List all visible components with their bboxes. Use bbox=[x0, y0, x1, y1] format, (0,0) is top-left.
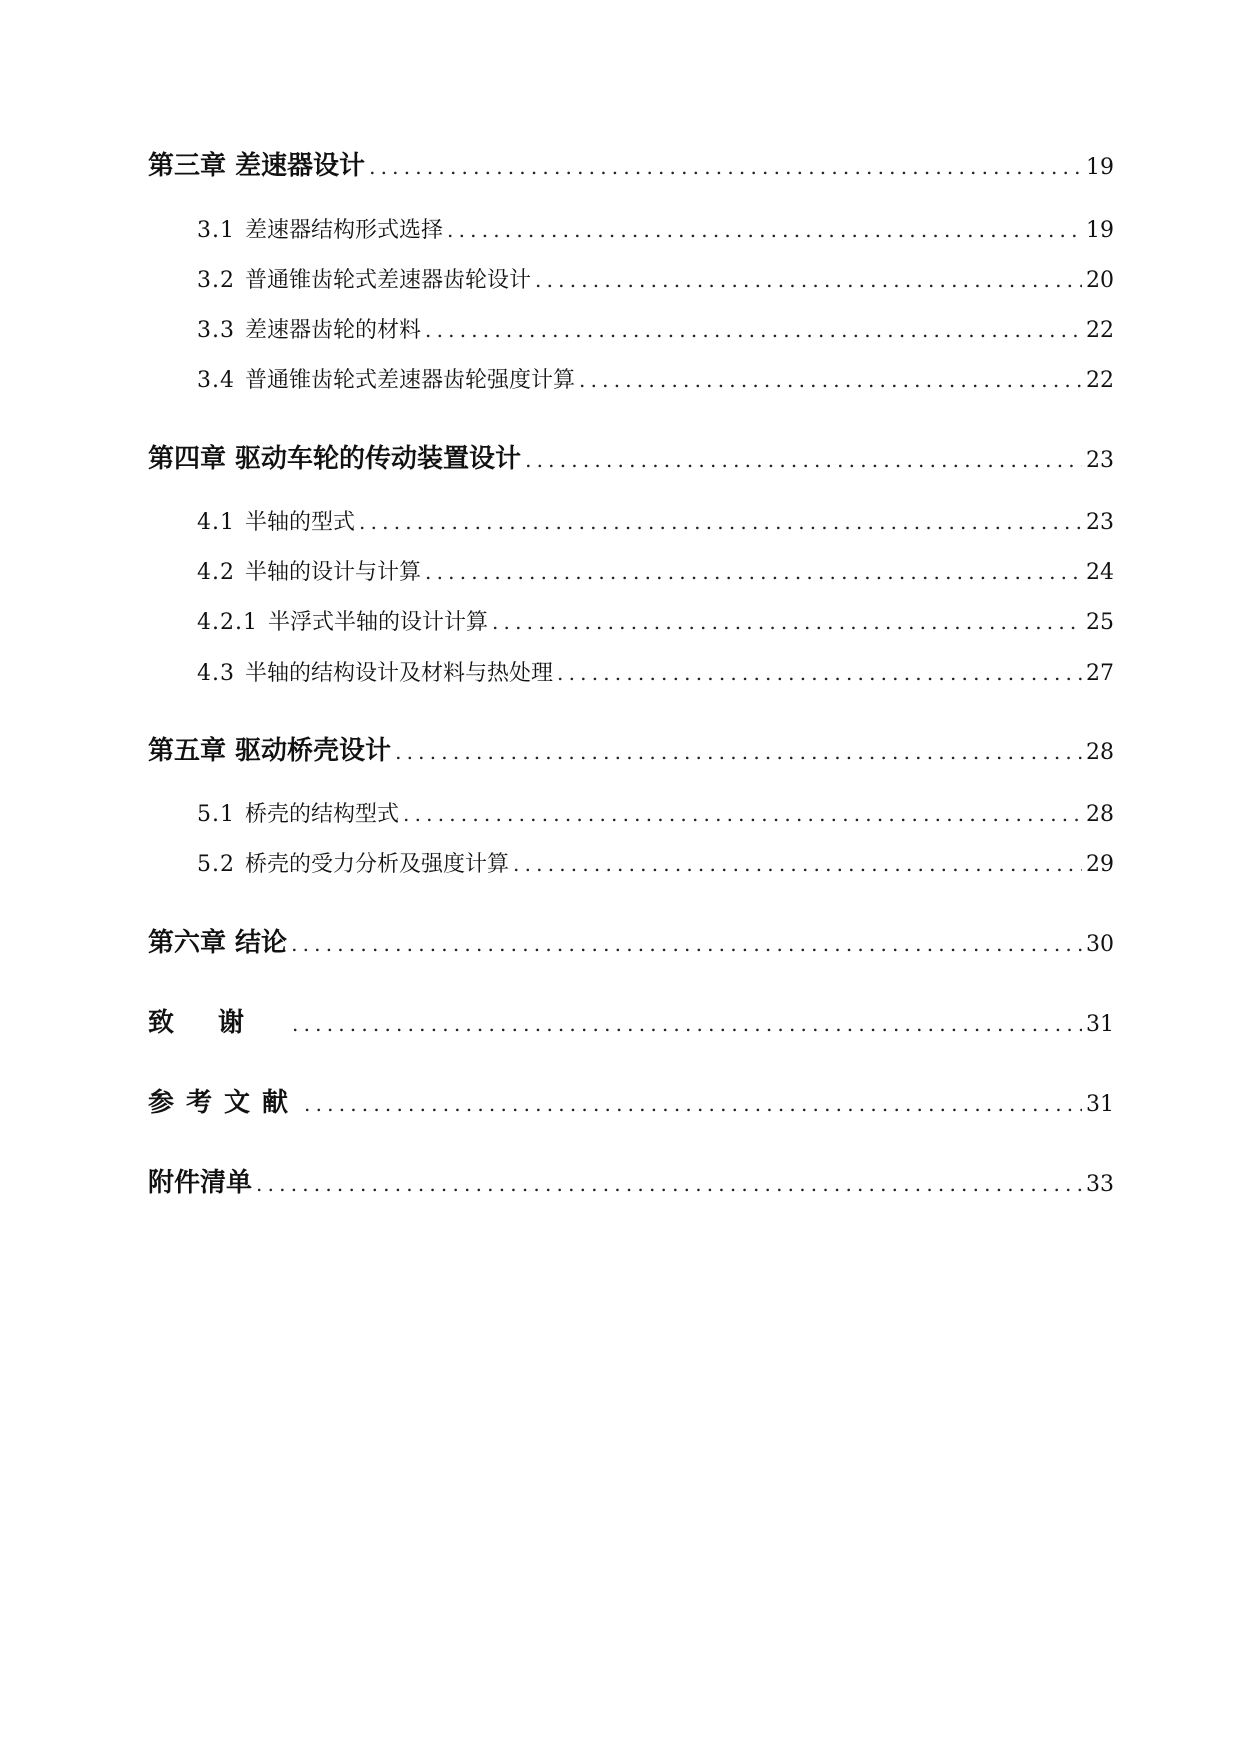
toc-page-number: 30 bbox=[1086, 932, 1114, 957]
toc-section-number: 4.3 bbox=[197, 661, 235, 686]
dot-leader bbox=[256, 1172, 1082, 1196]
toc-entry-title: 半轴的设计与计算 bbox=[245, 560, 422, 585]
dot-leader bbox=[425, 318, 1082, 342]
toc-chapter-4[interactable] bbox=[148, 438, 1114, 475]
toc-chapter-5[interactable] bbox=[148, 730, 1114, 767]
toc-entry-title: 第五章 驱动桥壳设计 bbox=[148, 736, 392, 766]
toc-section-4-2[interactable] bbox=[197, 555, 1114, 586]
toc-section-number: 4.1 bbox=[197, 510, 235, 535]
toc-entry-title: 第六章 结论 bbox=[148, 928, 288, 958]
toc-section-3-4[interactable] bbox=[197, 363, 1114, 394]
toc-page-number: 31 bbox=[1086, 1012, 1114, 1037]
toc-section-4-1[interactable] bbox=[197, 505, 1114, 536]
toc-entry-title: 致谢 bbox=[148, 1008, 289, 1038]
toc-page-number: 24 bbox=[1086, 560, 1114, 585]
toc-entry-title: 差速器结构形式选择 bbox=[245, 218, 444, 243]
toc-page-number: 27 bbox=[1086, 661, 1114, 686]
toc-entry-title: 第三章 差速器设计 bbox=[148, 151, 366, 181]
toc-section-4-2-1[interactable] bbox=[197, 605, 1114, 636]
toc-section-number: 4.2.1 bbox=[197, 610, 258, 635]
dot-leader bbox=[579, 368, 1082, 392]
toc-section-3-2[interactable] bbox=[197, 263, 1114, 294]
toc-page-number: 23 bbox=[1086, 448, 1114, 473]
toc-section-3-3[interactable] bbox=[197, 313, 1114, 344]
toc-page-number: 22 bbox=[1086, 368, 1114, 393]
toc-section-number: 5.2 bbox=[197, 852, 235, 877]
dot-leader bbox=[535, 268, 1082, 292]
toc-page-number: 31 bbox=[1086, 1092, 1114, 1117]
toc-section-number: 4.2 bbox=[197, 560, 235, 585]
dot-leader bbox=[492, 610, 1082, 634]
toc-page-number: 19 bbox=[1086, 155, 1114, 180]
dot-leader bbox=[513, 852, 1082, 876]
toc-entry-title: 普通锥齿轮式差速器齿轮设计 bbox=[245, 268, 532, 293]
toc-appendix-list[interactable] bbox=[148, 1162, 1114, 1199]
toc-chapter-6[interactable] bbox=[148, 922, 1114, 959]
toc-section-number: 3.1 bbox=[197, 218, 235, 243]
toc-entry-title: 半轴的型式 bbox=[245, 510, 356, 535]
dot-leader bbox=[425, 560, 1082, 584]
dot-leader bbox=[292, 1012, 1082, 1036]
toc-section-number: 3.4 bbox=[197, 368, 235, 393]
toc-section-number: 3.2 bbox=[197, 268, 235, 293]
toc-page-number: 20 bbox=[1086, 268, 1114, 293]
toc-page-number: 19 bbox=[1086, 218, 1114, 243]
toc-entry-title: 附件清单 bbox=[148, 1168, 253, 1198]
toc-entry-title: 第四章 驱动车轮的传动装置设计 bbox=[148, 444, 522, 474]
dot-leader bbox=[557, 661, 1082, 685]
dot-leader bbox=[395, 740, 1082, 764]
dot-leader bbox=[291, 932, 1082, 956]
toc-page-number: 23 bbox=[1086, 510, 1114, 535]
toc-entry-title: 桥壳的受力分析及强度计算 bbox=[245, 852, 510, 877]
toc-section-number: 5.1 bbox=[197, 802, 235, 827]
toc-entry-title: 半轴的结构设计及材料与热处理 bbox=[245, 661, 554, 686]
dot-leader bbox=[369, 155, 1082, 179]
toc-chapter-3[interactable] bbox=[148, 145, 1114, 182]
toc-page-number: 28 bbox=[1086, 802, 1114, 827]
dot-leader bbox=[447, 218, 1082, 242]
dot-leader bbox=[525, 448, 1082, 472]
toc-section-4-3[interactable] bbox=[197, 656, 1114, 687]
dot-leader bbox=[359, 510, 1082, 534]
toc-page-number: 25 bbox=[1086, 610, 1114, 635]
toc-entry-title: 半浮式半轴的设计计算 bbox=[267, 610, 488, 635]
toc-section-5-1[interactable] bbox=[197, 797, 1114, 828]
toc-references[interactable] bbox=[148, 1082, 1114, 1119]
dot-leader bbox=[403, 802, 1082, 826]
toc-entry-title: 参考文献 bbox=[148, 1088, 301, 1118]
toc-section-3-1[interactable] bbox=[197, 213, 1114, 244]
toc-acknowledgements[interactable] bbox=[148, 1002, 1114, 1039]
toc-section-5-2[interactable] bbox=[197, 847, 1114, 878]
toc-entry-title: 普通锥齿轮式差速器齿轮强度计算 bbox=[245, 368, 576, 393]
toc-entry-title: 差速器齿轮的材料 bbox=[245, 318, 422, 343]
toc-page-number: 29 bbox=[1086, 852, 1114, 877]
toc-page-number: 33 bbox=[1086, 1172, 1114, 1197]
dot-leader bbox=[304, 1092, 1082, 1116]
toc-page-number: 22 bbox=[1086, 318, 1114, 343]
toc-page-number: 28 bbox=[1086, 740, 1114, 765]
toc-entry-title: 桥壳的结构型式 bbox=[245, 802, 400, 827]
toc-section-number: 3.3 bbox=[197, 318, 235, 343]
